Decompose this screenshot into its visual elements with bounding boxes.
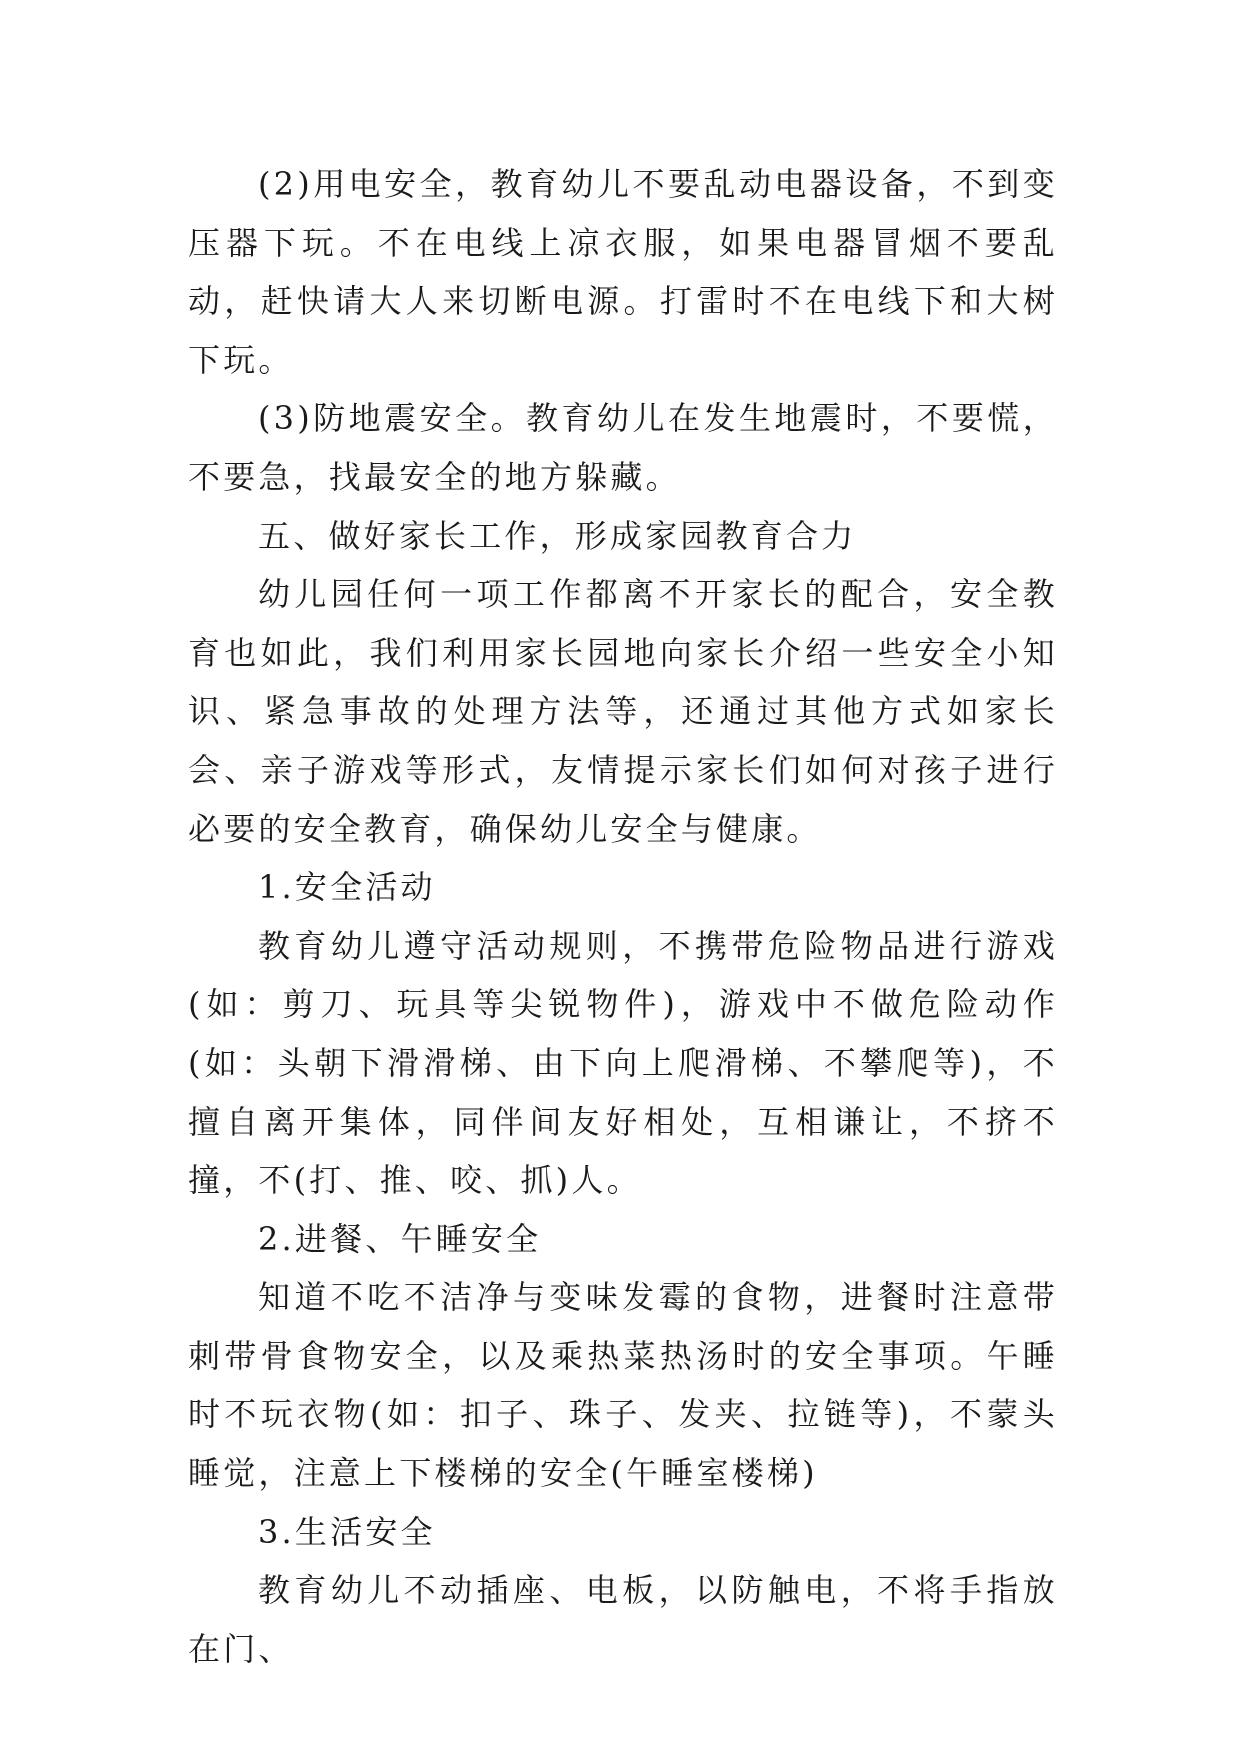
subheading-daily-life-safety: 3.生活安全	[258, 1512, 436, 1551]
subheading-meal-nap-safety: 2.进餐、午睡安全	[258, 1219, 542, 1258]
paragraph-electrical-safety: (2)用电安全，教育幼儿不要乱动电器设备，不到变压器下玩。不在电线上凉衣服，如果电器冒烟不要乱动，赶快请大人来切断电源。打雷时不在电线下和大树下玩。	[188, 165, 1058, 379]
subheading-safety-activities: 1.安全活动	[258, 868, 436, 907]
paragraph-earthquake-safety: (3)防地震安全。教育幼儿在发生地震时，不要慌，不要急，找最安全的地方躲藏。	[188, 399, 1058, 496]
section-heading-parent-work: 五、做好家长工作，形成家园教育合力	[258, 516, 857, 555]
paragraph-daily-life-rules: 教育幼儿不动插座、电板，以防触电，不将手指放在门、	[188, 1571, 1058, 1668]
paragraph-meal-nap-rules: 知道不吃不洁净与变味发霉的食物，进餐时注意带刺带骨食物安全，以及乘热菜热汤时的安全事项。午睡时不玩衣物(如：扣子、珠子、发夹、拉链等)，不蒙头睡觉，注意上下楼梯的安全(午睡室楼梯)	[188, 1278, 1058, 1493]
paragraph-parent-cooperation: 幼儿园任何一项工作都离不开家长的配合，安全教育也如此，我们利用家长园地向家长介绍一些安全小知识、紧急事故的处理方法等，还通过其他方式如家长会、亲子游戏等形式，友情提示家长们如何对孩子进行必要的安全教育，确保幼儿安全与健康。	[188, 575, 1058, 848]
paragraph-activity-rules: 教育幼儿遵守活动规则，不携带危险物品进行游戏(如：剪刀、玩具等尖锐物件)，游戏中不做危险动作(如：头朝下滑滑梯、由下向上爬滑梯、不攀爬等)，不擅自离开集体，同伴间友好相处，互相谦让，不挤不撞，不(打、推、咬、抓)人。	[188, 926, 1058, 1200]
document-page	[188, 155, 1058, 1678]
